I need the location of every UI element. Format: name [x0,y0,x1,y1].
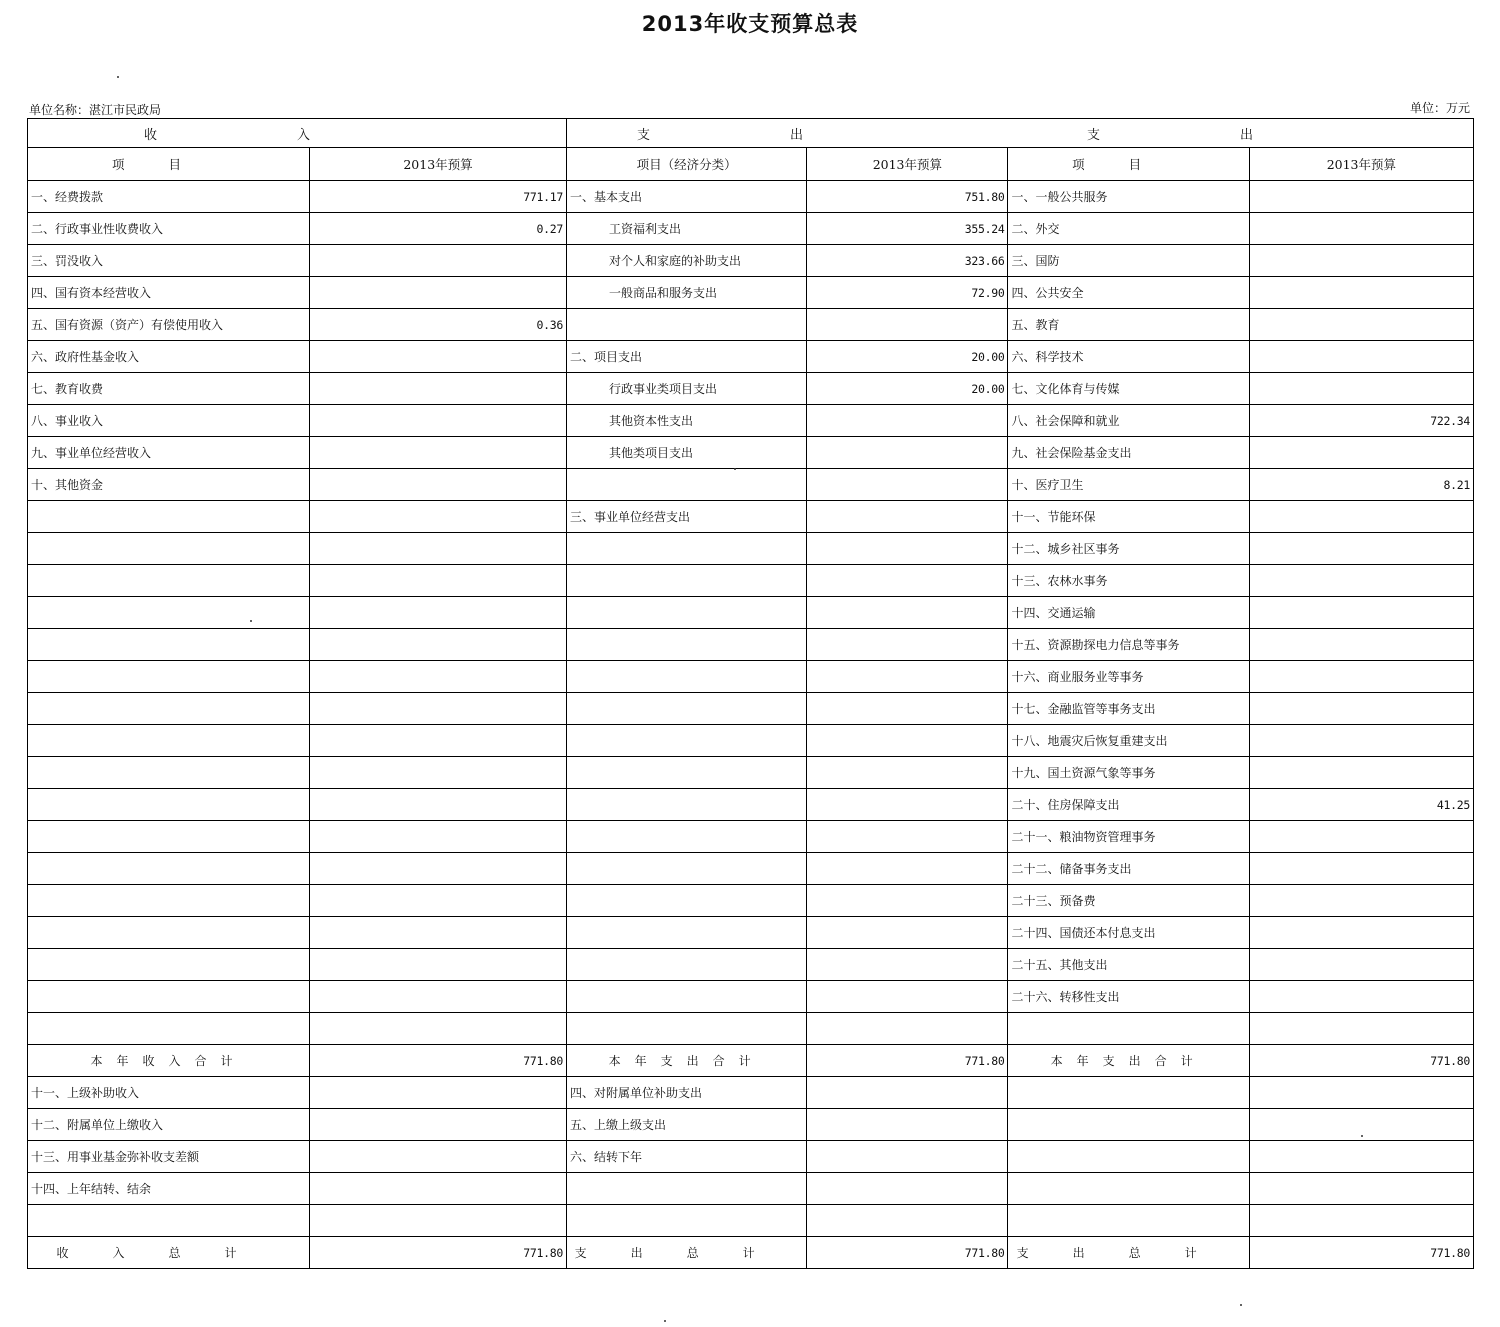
income-item: 一、经费拨款 [28,181,310,213]
table-row [28,277,1474,309]
expense-func-item: 二十五、其他支出 [1008,949,1249,981]
income-budget [310,565,567,597]
expense-econ-budget [807,853,1008,885]
income-item [28,949,310,981]
year-expense-total-2: 771.80 [1249,1045,1473,1077]
income-item [28,789,310,821]
expense-func-item [1008,1077,1249,1109]
unit-name: 单位名称：湛江市民政局 [29,103,162,117]
expense-econ-item: 工资福利支出 [567,213,807,245]
table-row [28,373,1474,405]
expense-func-budget [1249,373,1473,405]
expense-func-item: 七、文化体育与传媒 [1008,373,1249,405]
income-budget [310,1141,567,1173]
income-budget [310,725,567,757]
expense-econ-item [567,789,807,821]
income-budget: 0.27 [310,213,567,245]
expense-func-budget [1249,885,1473,917]
expense-func-item: 二十一、粮油物资管理事务 [1008,821,1249,853]
table-row [28,917,1474,949]
table-row [28,981,1474,1013]
expense-func-item: 五、教育 [1008,309,1249,341]
year-income-total: 771.80 [310,1045,567,1077]
table-row [28,949,1474,981]
expense-func-item: 十七、金融监管等事务支出 [1008,693,1249,725]
expense-econ-item [567,309,807,341]
table-row [28,661,1474,693]
expense-econ-item [567,565,807,597]
income-item: 三、罚没收入 [28,245,310,277]
income-budget [310,1173,567,1205]
income-budget [310,501,567,533]
unit-label: 单位：万元 [1409,101,1470,115]
income-item [28,853,310,885]
expense-func-budget [1249,341,1473,373]
income-budget [310,405,567,437]
income-budget [310,629,567,661]
expense-econ-budget [807,917,1008,949]
expense-econ-item: 对个人和家庭的补助支出 [567,245,807,277]
expense-func-budget [1249,821,1473,853]
expense-econ-budget [807,1077,1008,1109]
table-row [28,469,1474,501]
income-budget [310,597,567,629]
expense-func-item: 十一、节能环保 [1008,501,1249,533]
expense-econ-budget [807,1109,1008,1141]
expense-func-budget [1249,629,1473,661]
expense-func-budget [1249,661,1473,693]
year-expense-total-label: 本年支出合计 [567,1045,807,1077]
expense-func-budget [1249,917,1473,949]
grand-expense-total-label: 支出总计 [567,1237,807,1269]
expense-func-budget [1249,533,1473,565]
expense-func-item: 十五、资源勘探电力信息等事务 [1008,629,1249,661]
grand-expense-total-2: 771.80 [1249,1237,1473,1269]
expense-func-budget: 41.25 [1249,789,1473,821]
table-row [28,437,1474,469]
table-row [28,885,1474,917]
income-item [28,1205,310,1237]
income-budget [310,917,567,949]
expense-func-budget [1249,565,1473,597]
income-item [28,917,310,949]
expense-econ-budget [807,1205,1008,1237]
expense-econ-item: 六、结转下年 [567,1141,807,1173]
expense-econ-item [567,885,807,917]
year-expense-total: 771.80 [807,1045,1008,1077]
table-row [28,1205,1474,1237]
income-budget [310,437,567,469]
expense-econ-item [567,949,807,981]
expense-func-budget [1249,213,1473,245]
table-row [28,1109,1474,1141]
table-row [28,405,1474,437]
income-budget [310,853,567,885]
income-budget [310,949,567,981]
expense-func-budget [1249,853,1473,885]
expense-econ-budget [807,629,1008,661]
expense-econ-budget: 751.80 [807,181,1008,213]
expense-econ-budget: 20.00 [807,373,1008,405]
expense-econ-item [567,853,807,885]
table-row [28,757,1474,789]
income-budget: 0.36 [310,309,567,341]
expense-func-item [1008,1109,1249,1141]
income-item: 七、教育收费 [28,373,310,405]
expense-func-budget [1249,1077,1473,1109]
expense-econ-budget [807,693,1008,725]
income-budget [310,789,567,821]
expense-econ-budget [807,821,1008,853]
income-item: 四、国有资本经营收入 [28,277,310,309]
grand-total-row [28,1237,1474,1269]
expense-func-budget: 8.21 [1249,469,1473,501]
income-item: 十、其他资金 [28,469,310,501]
column-header-row [28,148,1474,181]
income-budget [310,533,567,565]
expense-econ-budget [807,597,1008,629]
income-item [28,661,310,693]
table-row [28,181,1474,213]
expense-func-item [1008,1205,1249,1237]
year-income-total-label: 本年收入合计 [28,1045,310,1077]
col-header-expense-func-budget: 2013年预算 [1249,148,1473,181]
expense-func-item: 二十二、储备事务支出 [1008,853,1249,885]
income-budget: 771.17 [310,181,567,213]
expense-func-item: 十八、地震灾后恢复重建支出 [1008,725,1249,757]
income-item [28,1013,310,1045]
expense-econ-budget [807,309,1008,341]
expense-func-budget [1249,1013,1473,1045]
expense-econ-budget [807,789,1008,821]
table-caption-row [28,119,1474,148]
expense-econ-budget [807,565,1008,597]
income-item [28,533,310,565]
expense-func-item: 十二、城乡社区事务 [1008,533,1249,565]
income-item [28,693,310,725]
income-item: 十一、上级补助收入 [28,1077,310,1109]
expense-econ-item: 其他类项目支出 [567,437,807,469]
table-row [28,245,1474,277]
expense-econ-budget [807,661,1008,693]
expense-econ-budget [807,1013,1008,1045]
col-header-income-budget: 2013年预算 [310,148,567,181]
expense-econ-budget [807,725,1008,757]
expense-econ-item: 四、对附属单位补助支出 [567,1077,807,1109]
expense-econ-item [567,1173,807,1205]
expense-econ-item: 三、事业单位经营支出 [567,501,807,533]
expense-func-item: 二十六、转移性支出 [1008,981,1249,1013]
table-row [28,1173,1474,1205]
expense-econ-item: 行政事业类项目支出 [567,373,807,405]
income-budget [310,693,567,725]
income-item: 九、事业单位经营收入 [28,437,310,469]
expense-econ-item [567,757,807,789]
expense-func-budget [1249,725,1473,757]
income-item [28,725,310,757]
expense-econ-budget [807,1173,1008,1205]
income-item: 五、国有资源（资产）有偿使用收入 [28,309,310,341]
income-budget [310,885,567,917]
income-budget [310,373,567,405]
income-item [28,981,310,1013]
income-item: 八、事业收入 [28,405,310,437]
col-header-expense-econ-budget: 2013年预算 [807,148,1008,181]
income-item: 六、政府性基金收入 [28,341,310,373]
table-row [28,1013,1474,1045]
expense-section-header: 支出 支出 [567,119,1474,148]
expense-econ-item [567,725,807,757]
year-total-row [28,1045,1474,1077]
table-row [28,533,1474,565]
income-budget [310,469,567,501]
table-row [28,309,1474,341]
expense-econ-budget: 323.66 [807,245,1008,277]
table-row [28,1077,1474,1109]
table-row [28,725,1474,757]
income-item: 二、行政事业性收费收入 [28,213,310,245]
grand-income-total: 771.80 [310,1237,567,1269]
income-budget [310,1077,567,1109]
income-budget [310,821,567,853]
expense-econ-budget: 72.90 [807,277,1008,309]
expense-func-item [1008,1141,1249,1173]
expense-econ-budget [807,1141,1008,1173]
table-row [28,789,1474,821]
col-header-expense-econ-item: 项目（经济分类） [567,148,807,181]
income-budget [310,277,567,309]
expense-func-item: 十六、商业服务业等事务 [1008,661,1249,693]
expense-econ-item: 二、项目支出 [567,341,807,373]
income-item [28,629,310,661]
expense-func-budget [1249,597,1473,629]
expense-econ-budget [807,949,1008,981]
expense-func-budget [1249,981,1473,1013]
table-row [28,693,1474,725]
grand-income-total-label: 收入总计 [28,1237,310,1269]
expense-func-budget: 722.34 [1249,405,1473,437]
expense-func-budget [1249,277,1473,309]
income-budget [310,661,567,693]
year-expense-total-label-2: 本年支出合计 [1008,1045,1249,1077]
expense-func-item: 二、外交 [1008,213,1249,245]
expense-func-item: 二十四、国债还本付息支出 [1008,917,1249,949]
page-title: 2013年收支预算总表 [641,12,859,36]
expense-func-budget [1249,437,1473,469]
table-row [28,1141,1474,1173]
expense-econ-item: 一、基本支出 [567,181,807,213]
income-budget [310,1109,567,1141]
income-budget [310,341,567,373]
expense-func-budget [1249,1141,1473,1173]
expense-econ-budget [807,501,1008,533]
income-budget [310,981,567,1013]
expense-econ-item: 一般商品和服务支出 [567,277,807,309]
table-row [28,341,1474,373]
expense-econ-item [567,1205,807,1237]
expense-func-item: 六、科学技术 [1008,341,1249,373]
table-row [28,821,1474,853]
expense-func-budget [1249,181,1473,213]
expense-func-item: 四、公共安全 [1008,277,1249,309]
table-row [28,565,1474,597]
expense-func-item [1008,1173,1249,1205]
expense-econ-budget [807,533,1008,565]
expense-econ-budget [807,981,1008,1013]
expense-econ-item [567,693,807,725]
col-header-income-item: 项目 [28,148,310,181]
income-item [28,757,310,789]
expense-econ-budget [807,469,1008,501]
income-budget [310,1013,567,1045]
grand-expense-total-label-2: 支出总计 [1008,1237,1249,1269]
expense-func-item: 九、社会保险基金支出 [1008,437,1249,469]
expense-func-budget [1249,1173,1473,1205]
expense-econ-budget [807,757,1008,789]
income-item [28,565,310,597]
expense-econ-budget: 20.00 [807,341,1008,373]
grand-expense-total: 771.80 [807,1237,1008,1269]
expense-func-budget [1249,245,1473,277]
expense-func-budget [1249,693,1473,725]
expense-econ-item [567,981,807,1013]
expense-func-item: 十九、国土资源气象等事务 [1008,757,1249,789]
income-budget [310,245,567,277]
expense-econ-item [567,1013,807,1045]
table-row [28,597,1474,629]
expense-econ-item [567,821,807,853]
expense-econ-item [567,917,807,949]
expense-func-budget [1249,309,1473,341]
expense-econ-budget [807,437,1008,469]
income-section-header: 收入 [28,119,567,148]
expense-func-budget [1249,501,1473,533]
income-budget [310,1205,567,1237]
expense-econ-budget [807,885,1008,917]
expense-func-item: 十三、农林水事务 [1008,565,1249,597]
expense-econ-item [567,597,807,629]
table-row [28,213,1474,245]
expense-econ-item: 五、上缴上级支出 [567,1109,807,1141]
expense-func-item: 一、一般公共服务 [1008,181,1249,213]
expense-econ-item: 其他资本性支出 [567,405,807,437]
col-header-expense-func-item: 项目 [1008,148,1249,181]
expense-econ-item [567,533,807,565]
expense-func-item: 三、国防 [1008,245,1249,277]
expense-func-item [1008,1013,1249,1045]
expense-func-item: 十四、交通运输 [1008,597,1249,629]
table-row [28,853,1474,885]
income-budget [310,757,567,789]
expense-econ-item [567,469,807,501]
budget-table [27,118,1474,1269]
expense-func-budget [1249,1205,1473,1237]
expense-func-budget [1249,949,1473,981]
income-item [28,821,310,853]
income-item: 十二、附属单位上缴收入 [28,1109,310,1141]
income-item [28,885,310,917]
expense-func-item: 八、社会保障和就业 [1008,405,1249,437]
expense-econ-budget [807,405,1008,437]
expense-func-budget [1249,757,1473,789]
expense-econ-item [567,661,807,693]
expense-func-item: 二十、住房保障支出 [1008,789,1249,821]
income-item [28,501,310,533]
expense-func-item: 二十三、预备费 [1008,885,1249,917]
income-item: 十三、用事业基金弥补收支差额 [28,1141,310,1173]
expense-func-item: 十、医疗卫生 [1008,469,1249,501]
income-item [28,597,310,629]
expense-econ-item [567,629,807,661]
table-row [28,629,1474,661]
income-item: 十四、上年结转、结余 [28,1173,310,1205]
table-row [28,501,1474,533]
expense-econ-budget: 355.24 [807,213,1008,245]
